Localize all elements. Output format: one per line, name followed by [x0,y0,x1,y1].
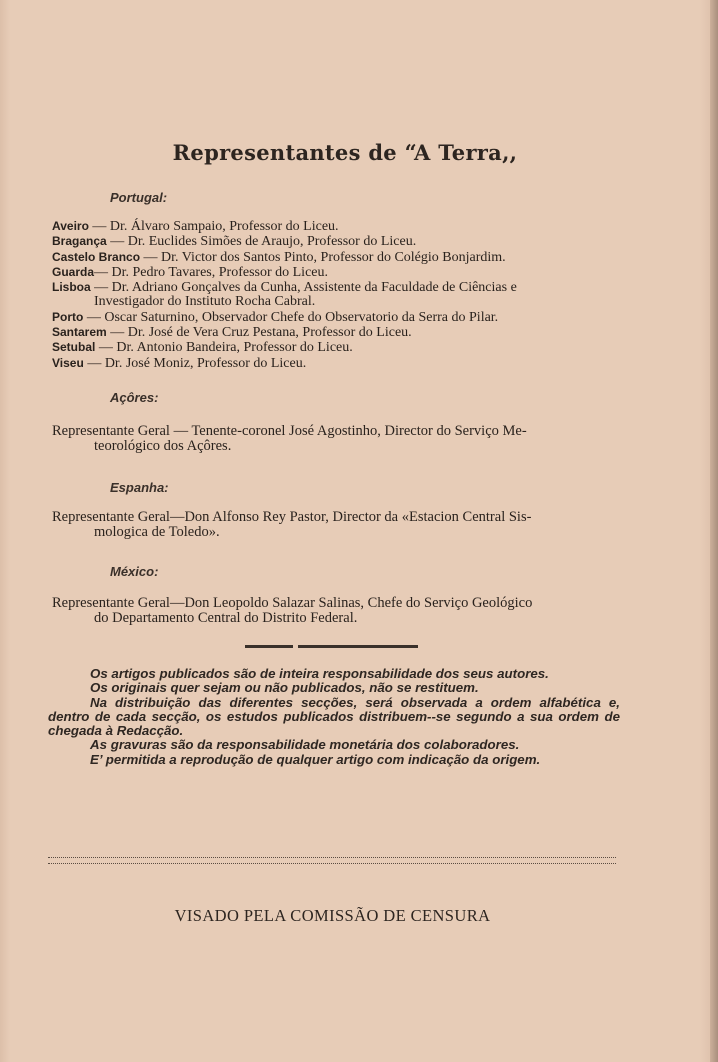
note-paragraph: E’ permitida a reprodução de qualquer artigo com indicação da origem. [90,751,541,767]
list-item [52,234,632,249]
representative-text: — Dr. José Moniz, Professor do Liceu. [83,355,307,371]
representative-text: — Dr. José de Vera Cruz Pestana, Professor do Liceu. [106,325,412,341]
representative-text: — Dr. Adriano Gonçalves da Cunha, Assistente da Faculdade de Ciências e [90,280,517,296]
list-item [52,280,632,310]
editorial-notes [48,667,620,767]
list-item [52,310,632,325]
representative-text: — Oscar Saturnino, Observador Chefe do Observatorio da Serra do Pilar. [83,309,499,325]
city-name: Viseu [52,355,84,370]
city-name: Santarem [52,325,107,340]
note-paragraph: Na distribuição das diferentes secções, será observada a ordem alfabética e, dentro de cada secção, os estudos publicados distribuem--se segundo a sua ordem de chegada à Redacção. [48,694,620,739]
list-item [52,219,632,234]
section-heading-acores: Açôres: [110,390,159,405]
dotted-rule [48,857,616,858]
list-item [52,250,632,265]
section-divider-left [245,645,293,648]
note-paragraph: As gravuras são da responsabilidade monetária dos colaboradores. [90,737,520,753]
portugal-representatives-list [52,219,632,371]
list-item [52,340,632,355]
representative-acores [52,424,627,454]
representative-line: Representante Geral—Don Alfonso Rey Pastor, Director da «Estacion Central Sis- [52,509,532,525]
city-name: Castelo Branco [52,249,141,264]
note-paragraph: Os originais quer sejam ou não publicados, não se restituem. [90,680,479,696]
representative-espanha [52,510,627,540]
section-heading-mexico: México: [110,564,159,579]
representative-line-continuation: teorológico dos Açôres. [94,438,232,454]
representative-line: Representante Geral — Tenente-coronel José Agostinho, Director do Serviço Me- [52,423,527,439]
page-title: Representantes de “A Terra,, [172,140,518,165]
representative-text: — Dr. Euclides Simões de Araujo, Professor do Liceu. [106,234,417,250]
representative-text: — Dr. Victor dos Santos Pinto, Professor do Colégio Bonjardim. [140,249,506,265]
section-heading-portugal: Portugal: [110,190,168,205]
city-name: Aveiro [52,219,89,233]
representative-text: — Dr. Pedro Tavares, Professor do Liceu. [94,264,329,280]
representative-mexico [52,596,627,626]
representative-text: — Dr. Antonio Bandeira, Professor do Liceu. [95,340,353,356]
city-name: Bragança [52,234,107,249]
censorship-stamp-text: VISADO PELA COMISSÃO DE CENSURA [174,906,491,925]
list-item [52,265,632,280]
dotted-rule [48,863,616,864]
city-name: Guarda [52,264,95,279]
section-heading-espanha: Espanha: [110,480,169,495]
representative-text-continuation: Investigador do Instituto Rocha Cabral. [94,294,316,310]
representative-line: Representante Geral—Don Leopoldo Salazar Salinas, Chefe do Serviço Geológico [52,595,533,611]
city-name: Setubal [52,340,96,355]
list-item [52,325,632,340]
representative-line-continuation: mologica de Toledo». [94,524,220,540]
city-name: Porto [52,309,84,324]
representative-text: — Dr. Álvaro Sampaio, Professor do Liceu. [88,219,339,234]
note-paragraph: Os artigos publicados são de inteira responsabilidade dos seus autores. [90,666,549,681]
page-edge [710,0,718,1062]
city-name: Lisboa [52,280,91,295]
representative-line-continuation: do Departamento Central do Distrito Federal. [94,610,358,626]
list-item [52,356,632,371]
section-divider-right [298,645,418,648]
